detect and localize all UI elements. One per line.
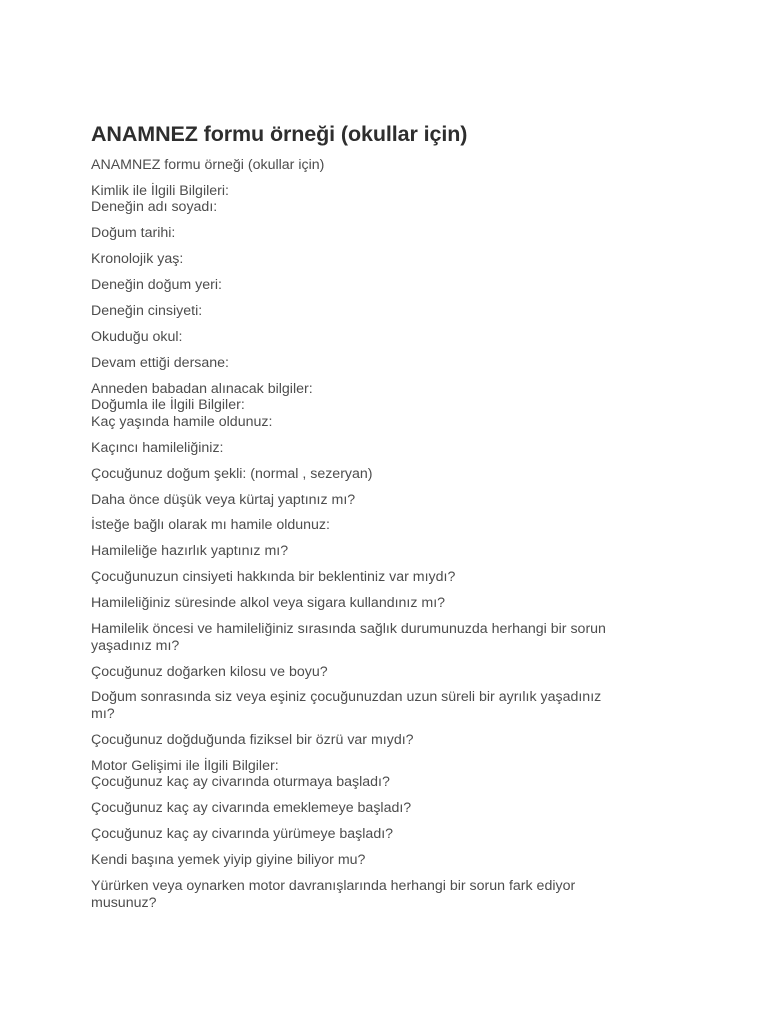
form-line: Çocuğunuz doğarken kilosu ve boyu? [91, 663, 328, 680]
form-line: Kimlik ile İlgili Bilgileri: [91, 182, 229, 199]
form-paragraph [91, 355, 671, 372]
form-paragraph [91, 303, 671, 320]
form-line: Anneden babadan alınacak bilgiler: [91, 380, 313, 397]
form-line: mı? [91, 706, 115, 722]
form-line: Çocuğunuzun cinsiyeti hakkında bir beklentiniz var mıydı? [91, 569, 456, 586]
document-body [91, 157, 671, 911]
form-paragraph [91, 732, 671, 749]
form-paragraph [91, 466, 671, 483]
form-paragraph [91, 157, 671, 174]
form-line: Motor Gelişimi ile İlgili Bilgiler: [91, 757, 279, 774]
form-paragraph [91, 517, 671, 534]
form-line: Doğumla ile İlgili Bilgiler: [91, 397, 245, 414]
form-line: Hamilelik öncesi ve hamileliğiniz sırasında sağlık durumunuzda herhangi bir sorun [91, 621, 606, 638]
form-paragraph [91, 251, 671, 268]
document-title: ANAMNEZ formu örneği (okullar için) [91, 122, 468, 146]
form-line: Çocuğunuz kaç ay civarında emeklemeye başladı? [91, 800, 412, 817]
form-paragraph [91, 826, 671, 843]
form-line: Yürürken veya oynarken motor davranışlarında herhangi bir sorun fark ediyor [91, 877, 576, 894]
form-line: Çocuğunuz doğduğunda fiziksel bir özrü var mıydı? [91, 731, 414, 748]
form-paragraph [91, 689, 671, 722]
form-line: Hamileliğiniz süresinde alkol veya sigara kullandınız mı? [91, 595, 446, 612]
form-line: Kronolojik yaş: [91, 251, 184, 268]
form-line: ANAMNEZ formu örneği (okullar için) [91, 157, 325, 173]
form-paragraph [91, 800, 671, 817]
form-paragraph [91, 440, 671, 457]
form-paragraph [91, 878, 671, 911]
form-paragraph [91, 183, 671, 216]
form-paragraph [91, 595, 671, 612]
form-paragraph [91, 569, 671, 586]
form-paragraph [91, 758, 671, 791]
form-line: Devam ettiği dersane: [91, 354, 230, 371]
form-line: Kaçıncı hamileliğiniz: [91, 439, 224, 456]
form-line: İsteğe bağlı olarak mı hamile oldunuz: [91, 517, 330, 534]
form-line: Çocuğunuz kaç ay civarında yürümeye başladı? [91, 826, 394, 843]
form-paragraph [91, 543, 671, 560]
form-line: Deneğin cinsiyeti: [91, 303, 203, 320]
form-paragraph [91, 492, 671, 509]
form-paragraph [91, 381, 671, 431]
form-line: Kendi başına yemek yiyip giyine biliyor mu? [91, 852, 366, 869]
form-paragraph [91, 852, 671, 869]
form-paragraph [91, 225, 671, 242]
form-paragraph [91, 329, 671, 346]
form-line: Doğum sonrasında siz veya eşiniz çocuğunuzdan uzun süreli bir ayrılık yaşadınız [91, 689, 602, 706]
form-line: yaşadınız mı? [91, 637, 180, 654]
form-line: Çocuğunuz doğum şekli: (normal , sezeryan) [91, 465, 373, 482]
form-line: Deneğin adı soyadı: [91, 199, 218, 216]
form-line: Kaç yaşında hamile oldunuz: [91, 413, 273, 430]
form-line: Doğum tarihi: [91, 225, 176, 242]
form-paragraph [91, 664, 671, 681]
form-line: Çocuğunuz kaç ay civarında oturmaya başladı? [91, 774, 390, 791]
document-page [91, 120, 671, 920]
form-line: Okuduğu okul: [91, 328, 183, 345]
form-line: musunuz? [91, 894, 157, 911]
form-line: Daha önce düşük veya kürtaj yaptınız mı? [91, 491, 356, 508]
form-line: Deneğin doğum yeri: [91, 277, 222, 294]
form-paragraph [91, 621, 671, 654]
form-paragraph [91, 277, 671, 294]
form-line: Hamileliğe hazırlık yaptınız mı? [91, 543, 289, 560]
